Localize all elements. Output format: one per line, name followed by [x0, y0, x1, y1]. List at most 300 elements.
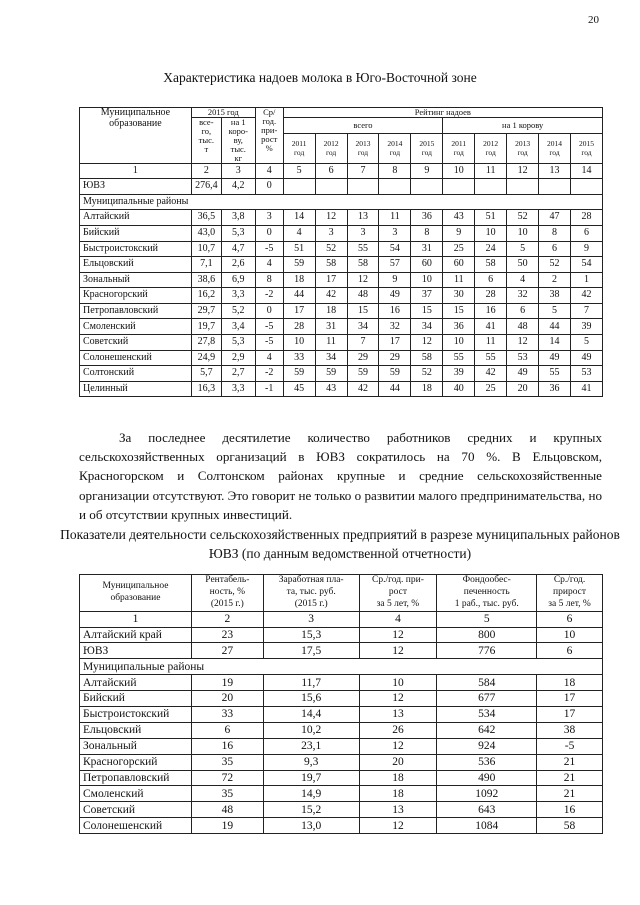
table-row: [80, 257, 603, 273]
table-cell: 24,9: [191, 350, 221, 366]
row-label: Целинный: [80, 381, 192, 397]
table-cell: 19,7: [263, 770, 359, 786]
header-municipal: Муниципальное образование: [80, 108, 192, 164]
header-per-cow-rating: на 1 корову: [443, 117, 603, 133]
table-cell: 49: [570, 350, 602, 366]
table-cell: 16: [537, 802, 603, 818]
table-cell: 52: [411, 366, 443, 382]
table-cell: 32: [379, 319, 411, 335]
table-cell: -5: [255, 335, 283, 351]
table-cell: 6: [191, 722, 263, 738]
table-cell: 60: [443, 257, 475, 273]
table-cell: 6: [539, 241, 571, 257]
table-cell: 18: [315, 303, 347, 319]
column-number-row: [80, 611, 603, 627]
table-row: [80, 643, 603, 659]
row-label: ЮВЗ: [80, 643, 192, 659]
table-cell: 677: [437, 691, 537, 707]
table-cell: 12: [411, 335, 443, 351]
header-cell: Муниципальное образование: [80, 575, 192, 612]
header-year-cell: 2013 год: [347, 133, 379, 163]
table-cell: 34: [411, 319, 443, 335]
table-cell: 33: [283, 350, 315, 366]
row-label: Солонешенский: [80, 818, 192, 834]
empty-cell: [379, 179, 411, 195]
table-cell: 6: [507, 303, 539, 319]
table-cell: 3: [379, 225, 411, 241]
header-cell: Рентабель- ность, % (2015 г.): [191, 575, 263, 612]
table-cell: 36: [443, 319, 475, 335]
table-row: [80, 319, 603, 335]
column-number: 13: [539, 163, 571, 179]
table-cell: 48: [191, 802, 263, 818]
table-cell: 13: [359, 706, 437, 722]
row-label: Солтонский: [80, 366, 192, 382]
table-cell: 33: [191, 706, 263, 722]
table-cell: 20: [191, 691, 263, 707]
empty-cell: [347, 179, 379, 195]
table-cell: 3,3: [221, 381, 255, 397]
column-number: 2: [191, 611, 263, 627]
table-cell: 16,3: [191, 381, 221, 397]
table-cell: 29: [379, 350, 411, 366]
table-cell: 10,2: [263, 722, 359, 738]
table-cell: 276,4: [191, 179, 221, 195]
table-cell: 59: [283, 257, 315, 273]
table-cell: 60: [411, 257, 443, 273]
row-label: Солонешенский: [80, 350, 192, 366]
row-label: Быстроистокский: [80, 241, 192, 257]
table-cell: 38: [539, 288, 571, 304]
table-cell: 3,4: [221, 319, 255, 335]
table-row: [80, 627, 603, 643]
header-total: все- го, тыс. т: [191, 117, 221, 163]
table-cell: 16: [191, 738, 263, 754]
table-cell: 51: [475, 210, 507, 226]
table-cell: 39: [443, 366, 475, 382]
table-cell: 800: [437, 627, 537, 643]
table-cell: 23,1: [263, 738, 359, 754]
table-cell: 17,5: [263, 643, 359, 659]
table-cell: 20: [359, 754, 437, 770]
header-year-cell: 2013 год: [507, 133, 539, 163]
table-cell: 20: [507, 381, 539, 397]
table-cell: 16: [379, 303, 411, 319]
table-cell: 1: [570, 272, 602, 288]
table-cell: 37: [411, 288, 443, 304]
empty-cell: [507, 179, 539, 195]
table-cell: 43: [315, 381, 347, 397]
column-number: 3: [221, 163, 255, 179]
table-cell: 42: [475, 366, 507, 382]
table-row: [80, 722, 603, 738]
table-cell: 35: [191, 786, 263, 802]
column-number: 14: [570, 163, 602, 179]
table-cell: 17: [537, 706, 603, 722]
table-cell: 12: [347, 272, 379, 288]
table-row: [80, 272, 603, 288]
table-cell: 58: [411, 350, 443, 366]
header-cell: Заработная пла- та, тыс. руб. (2015 г.): [263, 575, 359, 612]
table-cell: 27: [191, 643, 263, 659]
row-label: ЮВЗ: [80, 179, 192, 195]
table-row: [80, 335, 603, 351]
table-cell: 50: [507, 257, 539, 273]
column-number: 8: [379, 163, 411, 179]
table-cell: 5: [507, 241, 539, 257]
table-cell: 536: [437, 754, 537, 770]
header-rating: Рейтинг надоев: [283, 108, 602, 118]
table-cell: 58: [315, 257, 347, 273]
table-cell: 16,2: [191, 288, 221, 304]
table-cell: 4,7: [221, 241, 255, 257]
table-cell: 34: [347, 319, 379, 335]
table-cell: 2,7: [221, 366, 255, 382]
table-cell: 48: [347, 288, 379, 304]
table-row: [80, 754, 603, 770]
table-row: [80, 350, 603, 366]
table-cell: 4: [255, 350, 283, 366]
table-row: [80, 288, 603, 304]
table-cell: 12: [359, 691, 437, 707]
table-cell: 5,2: [221, 303, 255, 319]
table-row: [80, 210, 603, 226]
table-cell: 3: [347, 225, 379, 241]
empty-cell: [443, 179, 475, 195]
table-cell: 43,0: [191, 225, 221, 241]
table-cell: 21: [537, 754, 603, 770]
table-cell: 59: [379, 366, 411, 382]
column-number-row: [80, 163, 603, 179]
table-cell: 0: [255, 225, 283, 241]
table-cell: 58: [347, 257, 379, 273]
section-row: [80, 194, 603, 210]
empty-cell: [570, 179, 602, 195]
row-label: Смоленский: [80, 786, 192, 802]
table-cell: 18: [537, 675, 603, 691]
table-cell: 43: [443, 210, 475, 226]
table-cell: 53: [570, 366, 602, 382]
column-number: 6: [315, 163, 347, 179]
row-label: Красногорский: [80, 754, 192, 770]
table-cell: 27,8: [191, 335, 221, 351]
table-cell: 2,9: [221, 350, 255, 366]
header-year-cell: 2015 год: [411, 133, 443, 163]
table-cell: -2: [255, 366, 283, 382]
row-label: Петропавловский: [80, 770, 192, 786]
table-cell: 9: [443, 225, 475, 241]
table-cell: 44: [539, 319, 571, 335]
page-number: 20: [588, 14, 599, 26]
table-cell: 59: [283, 366, 315, 382]
table-cell: 55: [347, 241, 379, 257]
table-cell: 15,3: [263, 627, 359, 643]
table-cell: 0: [255, 179, 283, 195]
table2-title: Показатели деятельности сельскохозяйственных предприятий в разрезе муниципальных районов ЮВЗ (по данным ведомственной отчетности): [60, 527, 620, 561]
row-label: Ельцовский: [80, 257, 192, 273]
table-cell: 40: [443, 381, 475, 397]
table-cell: 59: [315, 366, 347, 382]
column-number: 10: [443, 163, 475, 179]
row-label: Советский: [80, 335, 192, 351]
table-cell: 14,9: [263, 786, 359, 802]
table-cell: 25: [443, 241, 475, 257]
table-cell: 584: [437, 675, 537, 691]
table-cell: 59: [347, 366, 379, 382]
table-row: [80, 770, 603, 786]
table-cell: 49: [539, 350, 571, 366]
table-cell: 26: [359, 722, 437, 738]
table-cell: 10: [443, 335, 475, 351]
table-cell: 3: [255, 210, 283, 226]
table-cell: 19: [191, 818, 263, 834]
table-cell: 776: [437, 643, 537, 659]
table-row: [80, 675, 603, 691]
table-cell: 7: [570, 303, 602, 319]
table-cell: 4: [255, 257, 283, 273]
table-cell: 51: [283, 241, 315, 257]
table-cell: 3: [315, 225, 347, 241]
header-year-cell: 2015 год: [570, 133, 602, 163]
table-cell: 58: [537, 818, 603, 834]
table-cell: 7,1: [191, 257, 221, 273]
table-cell: 3,3: [221, 288, 255, 304]
table-cell: 13,0: [263, 818, 359, 834]
table-cell: 490: [437, 770, 537, 786]
table-cell: 12: [359, 738, 437, 754]
table-cell: 4,2: [221, 179, 255, 195]
table-cell: 30: [443, 288, 475, 304]
table-cell: 13: [347, 210, 379, 226]
table-cell: 28: [283, 319, 315, 335]
table-cell: -5: [255, 319, 283, 335]
table-cell: 6: [475, 272, 507, 288]
table-cell: 17: [315, 272, 347, 288]
header-year-cell: 2011 год: [283, 133, 315, 163]
table-cell: 3,8: [221, 210, 255, 226]
table-cell: 14: [539, 335, 571, 351]
table-row: [80, 786, 603, 802]
table-cell: 17: [537, 691, 603, 707]
table-cell: 44: [379, 381, 411, 397]
table-cell: 39: [570, 319, 602, 335]
table-cell: 11,7: [263, 675, 359, 691]
empty-cell: [539, 179, 571, 195]
header-year-cell: 2014 год: [539, 133, 571, 163]
table-cell: 6: [570, 225, 602, 241]
table-cell: 42: [570, 288, 602, 304]
table-cell: 8: [411, 225, 443, 241]
row-label: Ельцовский: [80, 722, 192, 738]
table-cell: 11: [315, 335, 347, 351]
row-label: Смоленский: [80, 319, 192, 335]
table-cell: 45: [283, 381, 315, 397]
table-cell: 15: [411, 303, 443, 319]
column-number: 4: [255, 163, 283, 179]
table-cell: 36: [411, 210, 443, 226]
table-cell: 21: [537, 786, 603, 802]
table-cell: 42: [347, 381, 379, 397]
table-cell: 18: [359, 770, 437, 786]
header-all: всего: [283, 117, 443, 133]
column-number: 4: [359, 611, 437, 627]
table-cell: 32: [507, 288, 539, 304]
empty-cell: [283, 179, 315, 195]
header-cell: Фондообес- печенность 1 раб., тыс. руб.: [437, 575, 537, 612]
section-label: Муниципальные районы: [80, 194, 603, 210]
header-year-2015: 2015 год: [191, 108, 255, 118]
section-label: Муниципальные районы: [80, 659, 603, 675]
empty-cell: [475, 179, 507, 195]
table-row: [80, 225, 603, 241]
table-cell: 58: [475, 257, 507, 273]
table-cell: 44: [283, 288, 315, 304]
table-cell: 12: [359, 643, 437, 659]
table-row: [80, 738, 603, 754]
row-label: Зональный: [80, 272, 192, 288]
column-number: 12: [507, 163, 539, 179]
column-number: 5: [437, 611, 537, 627]
table-cell: 55: [539, 366, 571, 382]
table-cell: 6,9: [221, 272, 255, 288]
table-cell: 47: [539, 210, 571, 226]
enterprise-indicators-table: [79, 574, 603, 834]
table-cell: 28: [475, 288, 507, 304]
table-cell: 31: [315, 319, 347, 335]
table-cell: 1084: [437, 818, 537, 834]
table-cell: 54: [379, 241, 411, 257]
table-cell: 4: [507, 272, 539, 288]
table-cell: -5: [537, 738, 603, 754]
table-cell: -5: [255, 241, 283, 257]
table-cell: 42: [315, 288, 347, 304]
table-cell: 31: [411, 241, 443, 257]
table-cell: 534: [437, 706, 537, 722]
column-number: 6: [537, 611, 603, 627]
row-label: Алтайский: [80, 675, 192, 691]
row-label: Алтайский: [80, 210, 192, 226]
column-number: 11: [475, 163, 507, 179]
table-cell: 1092: [437, 786, 537, 802]
table-cell: 29: [347, 350, 379, 366]
table-cell: 17: [379, 335, 411, 351]
table-cell: 5: [570, 335, 602, 351]
table-cell: 41: [475, 319, 507, 335]
table-cell: 72: [191, 770, 263, 786]
table-cell: 642: [437, 722, 537, 738]
table-cell: 49: [507, 366, 539, 382]
table-cell: 24: [475, 241, 507, 257]
table-cell: 2,6: [221, 257, 255, 273]
table-cell: 9: [570, 241, 602, 257]
table-cell: 10: [359, 675, 437, 691]
table-cell: 10: [537, 627, 603, 643]
table-cell: 13: [359, 802, 437, 818]
column-number: 5: [283, 163, 315, 179]
table-cell: 18: [283, 272, 315, 288]
header-growth: Ср/ год. при- рост %: [255, 108, 283, 164]
section-row: [80, 659, 603, 675]
table-cell: 12: [507, 335, 539, 351]
table-cell: 52: [539, 257, 571, 273]
row-label: Бийский: [80, 691, 192, 707]
column-number: 7: [347, 163, 379, 179]
table-cell: 36,5: [191, 210, 221, 226]
table-cell: 10: [283, 335, 315, 351]
table-cell: 35: [191, 754, 263, 770]
table-row: [80, 381, 603, 397]
table-row: [80, 366, 603, 382]
table-cell: 643: [437, 802, 537, 818]
empty-cell: [411, 179, 443, 195]
table-cell: 11: [475, 335, 507, 351]
milk-yield-table: [79, 107, 603, 397]
table-cell: 38: [537, 722, 603, 738]
table-cell: 21: [537, 770, 603, 786]
table-cell: 15: [347, 303, 379, 319]
header-year-cell: 2011 год: [443, 133, 475, 163]
table-row: [80, 802, 603, 818]
empty-cell: [315, 179, 347, 195]
table-cell: 11: [379, 210, 411, 226]
table-cell: 18: [359, 786, 437, 802]
table-cell: -1: [255, 381, 283, 397]
table-cell: 14: [283, 210, 315, 226]
table2-header: [80, 575, 603, 612]
table-row: [80, 241, 603, 257]
column-number: 2: [191, 163, 221, 179]
table-cell: 55: [443, 350, 475, 366]
table-cell: 15,2: [263, 802, 359, 818]
table-cell: 57: [379, 257, 411, 273]
table-cell: 11: [443, 272, 475, 288]
table-cell: 15: [443, 303, 475, 319]
table-cell: 19,7: [191, 319, 221, 335]
table-row: [80, 818, 603, 834]
table-cell: 8: [255, 272, 283, 288]
row-label: Петропавловский: [80, 303, 192, 319]
header-cell: Ср./год. при- рост за 5 лет, %: [359, 575, 437, 612]
table-cell: 48: [507, 319, 539, 335]
table-cell: 55: [475, 350, 507, 366]
table-cell: 5,3: [221, 225, 255, 241]
table-cell: 12: [359, 818, 437, 834]
row-label: Красногорский: [80, 288, 192, 304]
row-label: Быстроистокский: [80, 706, 192, 722]
table-cell: 52: [315, 241, 347, 257]
table-cell: 14,4: [263, 706, 359, 722]
table-cell: 12: [315, 210, 347, 226]
row-label: Бийский: [80, 225, 192, 241]
table-cell: 29,7: [191, 303, 221, 319]
table-cell: 8: [539, 225, 571, 241]
table-cell: 18: [411, 381, 443, 397]
table-cell: 10: [475, 225, 507, 241]
table1-title: Характеристика надоев молока в Юго-Восточной зоне: [163, 70, 477, 85]
table-cell: 17: [283, 303, 315, 319]
header-year-cell: 2014 год: [379, 133, 411, 163]
table-cell: 23: [191, 627, 263, 643]
table-cell: 41: [570, 381, 602, 397]
table-cell: 16: [475, 303, 507, 319]
column-number: 9: [411, 163, 443, 179]
table-cell: 12: [359, 627, 437, 643]
header-year-cell: 2012 год: [475, 133, 507, 163]
header-year-cell: 2012 год: [315, 133, 347, 163]
body-paragraph: За последнее десятилетие количество работников средних и крупных сельскохозяйственных организаций в ЮВЗ сократилось на 70 %. В Ельцовском, Красногорском и Солтонском районах крупные и средние сельскохозяйственные организации отсутствуют. Это говорит не только о развитии малого предпринимательства, но и об отсутствии крупных инвестиций.: [79, 430, 602, 522]
table-cell: 10: [507, 225, 539, 241]
table-row: [80, 303, 603, 319]
